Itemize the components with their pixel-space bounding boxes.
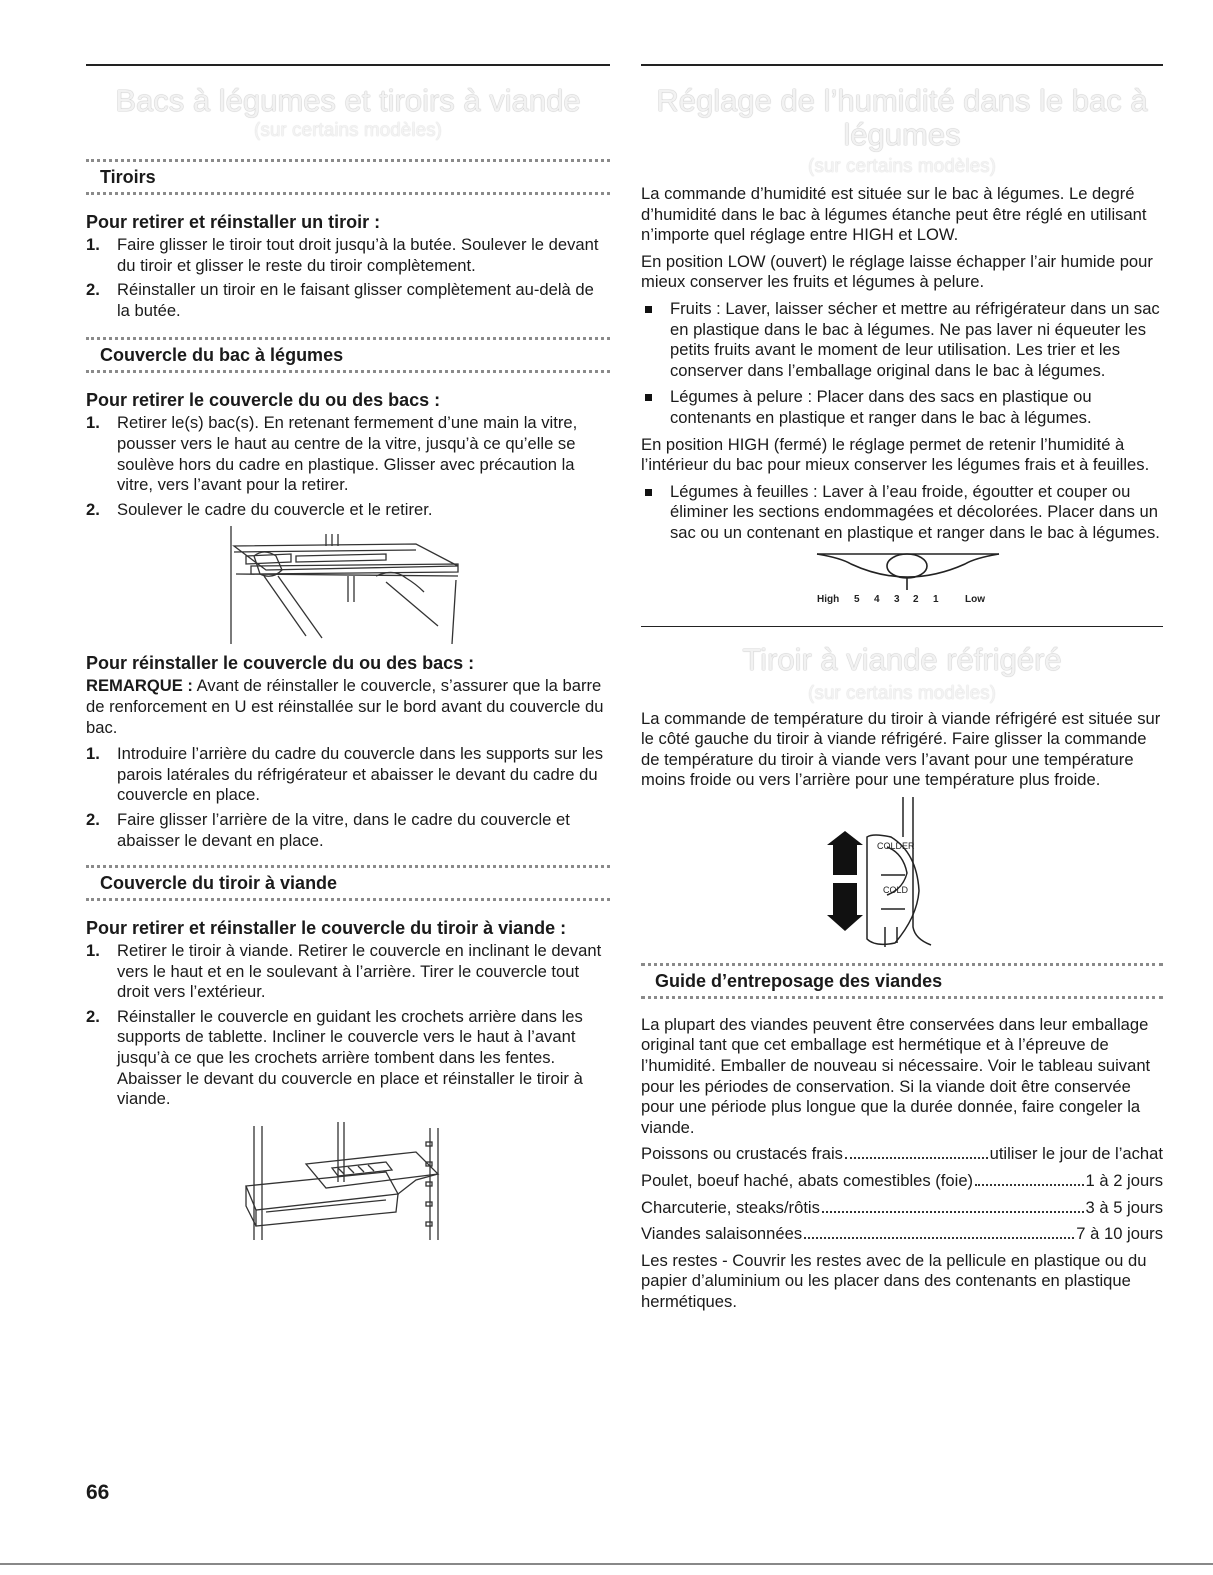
- temperature-control-drawing: [641, 797, 1163, 957]
- bottom-edge-rule: [0, 1563, 1213, 1565]
- paragraph: En position LOW (ouvert) le réglage laisse échapper l’air humide pour mieux conserver les fruits et légumes à pelure.: [641, 251, 1153, 292]
- humidity-dial-drawing: [641, 550, 1163, 612]
- section-top-rule: [641, 626, 1163, 627]
- meat-drawer-illustration: [86, 1122, 610, 1240]
- step: 1. Retirer le tiroir à viande. Retirer le couvercle en inclinant le devant vers le haut et en le soulevant à l’arrière. Tirer le couvercle tout droit vers l’extérieur.: [86, 941, 602, 1002]
- procedure-steps: [86, 413, 610, 520]
- meat-drawer-illustration-drawing: [86, 1122, 610, 1240]
- note-label: REMARQUE :: [86, 676, 193, 696]
- dotted-rule: [641, 996, 1163, 999]
- meat-drawer-control-illustration: [641, 797, 1163, 957]
- note-text: Avant de réinstaller le couvercle, s’assurer que la barre de renforcement en U est réinstallée sur le bord avant du couvercle du bac.: [86, 676, 604, 737]
- bullet-item: Légumes à pelure : Placer dans des sacs en plastique ou contenants en plastique et ranger dans le bac à légumes.: [641, 387, 1163, 428]
- scale-3-label: 3: [894, 593, 900, 605]
- table-row: Viandes salaisonnées 7 à 10 jours: [641, 1224, 1163, 1244]
- table-row: Charcuterie, steaks/rôtis 3 à 5 jours: [641, 1197, 1163, 1217]
- table-row: Poissons ou crustacés frais utiliser le jour de l’achat: [641, 1144, 1163, 1164]
- note-paragraph: [86, 676, 610, 738]
- section-subtitle: (sur certains modèles): [808, 682, 996, 704]
- bullet-list: [641, 299, 1163, 429]
- section-title: Tiroir à viande réfrigéré: [742, 641, 1062, 677]
- subhead-crisper-cover: Couvercle du bac à légumes: [100, 345, 344, 366]
- scale-high-label: High: [817, 593, 840, 605]
- bullet-item: Fruits : Laver, laisser sécher et mettre au réfrigérateur dans un sac en plastique dans le bac à légumes. Ne pas laver ni équeuter les petits fruits avant le moment de leur utilisation. Les trier et les conserver dans l’emballage original dans le bac à légumes.: [641, 299, 1163, 381]
- scale-4-label: 4: [874, 593, 880, 605]
- paragraph: La plupart des viandes peuvent être conservées dans leur emballage original tant que cet emballage est hermétique et à l’épreuve de l’humidité. Emballer de nouveau si nécessaire. Voir le tableau suivant pour les périodes de conservation. Si la viande doit être conservée pour une période plus longue que la durée donnée, faire congeler la viande.: [641, 1014, 1151, 1137]
- bullet-square-icon: [645, 489, 652, 496]
- right-column: [641, 64, 1163, 1319]
- crisper-cover-illustration-drawing: [86, 526, 610, 644]
- bullet-square-icon: [645, 394, 652, 401]
- subhead-meat-drawer-cover: Couvercle du tiroir à viande: [100, 873, 338, 894]
- left-column: [86, 64, 610, 1240]
- step: 2. Soulever le cadre du couvercle et le retirer.: [86, 499, 433, 519]
- procedure-steps: [86, 744, 610, 851]
- bullet-list: [641, 482, 1163, 544]
- humidity-control-illustration: [641, 550, 1163, 612]
- procedure-title: Pour réinstaller le couvercle du ou des bacs :: [86, 653, 475, 674]
- procedure-title: Pour retirer le couvercle du ou des bacs :: [86, 390, 441, 411]
- procedure-steps: [86, 235, 610, 321]
- step: 1. Faire glisser le tiroir tout droit jusqu’à la butée. Soulever le devant du tiroir et glisser le reste du tiroir complètement.: [86, 235, 599, 275]
- step: 2. Faire glisser l’arrière de la vitre, dans le cadre du couvercle et abaisser le devant en place.: [86, 809, 570, 850]
- procedure-steps: [86, 941, 610, 1110]
- paragraph: Les restes - Couvrir les restes avec de la pellicule en plastique ou du papier d’aluminium ou les placer dans des contenants en plastique hermétiques.: [641, 1250, 1147, 1311]
- page-number: 66: [86, 1481, 110, 1504]
- dotted-rule: [86, 370, 610, 373]
- section-top-rule: [641, 64, 1163, 66]
- colder-label: COLDER: [877, 840, 915, 851]
- paragraph: La commande d’humidité est située sur le bac à légumes. Le degré d’humidité dans le bac à légumes étanche peut être réglé en utilisant n’importe quel réglage entre HIGH et LOW.: [641, 184, 1147, 245]
- step: 1. Introduire l’arrière du cadre du couvercle dans les supports sur les parois latérales du réfrigérateur et abaisser le devant du cadre du couvercle en place.: [86, 744, 604, 805]
- step: 1. Retirer le(s) bac(s). En retenant fermement d’une main la vitre, pousser vers le haut au centre de la vitre, jusqu’à ce qu’elle se soulève hors du cadre en plastique. Glisser avec précaution la vitre, vers l’avant pour la retirer.: [86, 413, 578, 495]
- paragraph: En position HIGH (fermé) le réglage permet de retenir l’humidité à l’intérieur du bac pour mieux conserver les légumes frais et à feuilles.: [641, 434, 1150, 475]
- step: 2. Réinstaller un tiroir en le faisant glisser complètement au-delà de la butée.: [86, 280, 594, 320]
- procedure-title: Pour retirer et réinstaller un tiroir :: [86, 212, 381, 232]
- paragraph: La commande de température du tiroir à viande réfrigéré est située sur le côté gauche du tiroir à viande réfrigéré. Faire glisser la commande de température du tiroir à viande vers l’avant pour une température moins froide ou vers l’arrière pour une température plus froide.: [641, 708, 1161, 790]
- scale-5-label: 5: [854, 593, 860, 605]
- section-top-rule: [86, 64, 610, 66]
- section-subtitle: (sur certains modèles): [808, 156, 996, 177]
- dotted-rule: [86, 898, 610, 901]
- section-title-line2: légumes: [843, 117, 961, 152]
- cold-label: COLD: [883, 884, 909, 895]
- scale-1-label: 1: [933, 593, 939, 605]
- step: 2. Réinstaller le couvercle en guidant les crochets arrière dans les supports de tablette. Incliner le couvercle vers le haut à l’avant jusqu’à ce que les crochets arrière tombent dans les fentes. Abaisser le devant du couvercle en place et réinstaller le tiroir à viande.: [86, 1006, 583, 1109]
- scale-low-label: Low: [965, 593, 985, 605]
- table-row: Poulet, boeuf haché, abats comestibles (foie) 1 à 2 jours: [641, 1171, 1163, 1191]
- bullet-item: Légumes à feuilles : Laver à l’eau froide, égoutter et couper ou éliminer les sections endommagées et décolorées. Placer dans un sac ou un contenant en plastique et ranger dans le bac à légumes.: [641, 482, 1163, 544]
- procedure-title: Pour retirer et réinstaller le couvercle du tiroir à viande :: [86, 918, 567, 939]
- bullet-square-icon: [645, 306, 652, 313]
- subhead-meat-storage: Guide d’entreposage des viandes: [655, 970, 943, 991]
- subhead-tiroirs: Tiroirs: [100, 167, 156, 187]
- dotted-rule: [86, 192, 610, 195]
- section-title: Bacs à légumes et tiroirs à viande: [115, 83, 581, 118]
- scale-2-label: 2: [913, 593, 919, 605]
- storage-table: [641, 1144, 1163, 1244]
- crisper-cover-illustration: [86, 526, 610, 644]
- section-subtitle: (sur certains modèles): [254, 120, 442, 141]
- section-title: Réglage de l’humidité dans le bac à: [656, 83, 1148, 118]
